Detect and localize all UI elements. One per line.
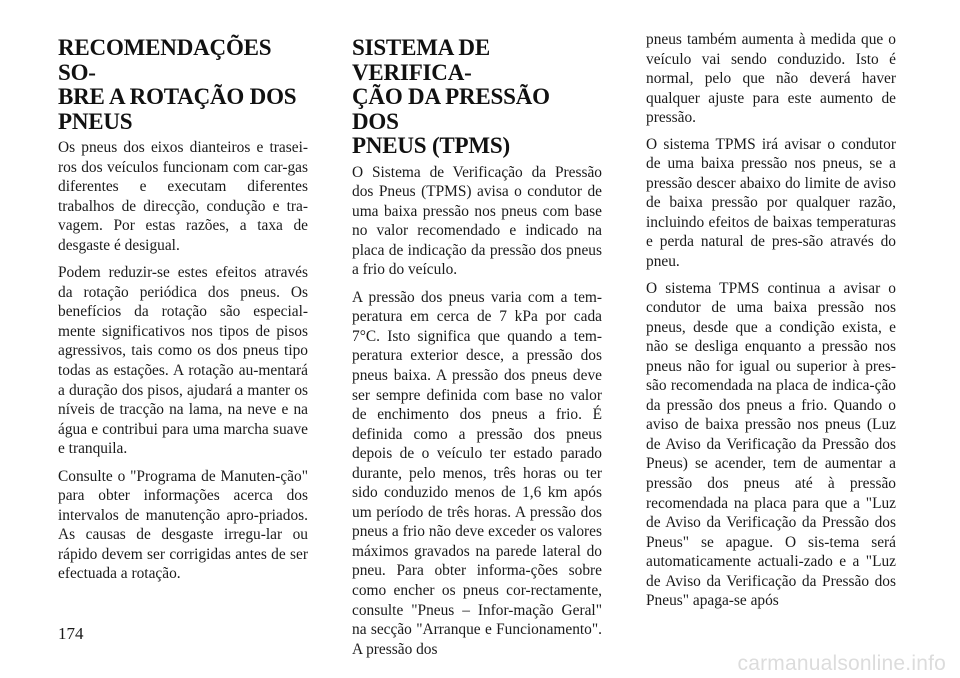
- section-title-tire-rotation: RECOMENDAÇÕES SO- BRE A ROTAÇÃO DOS PNEUS: [58, 35, 297, 134]
- column-left: [58, 36, 308, 592]
- section-title-tpms: SISTEMA DE VERIFICA- ÇÃO DA PRESSÃO DOS PNEUS (TPMS): [352, 35, 550, 158]
- paragraph: A pressão dos pneus varia com a tem-peratura em cerca de 7 kPa por cada 7°C. Isto significa que quando a tem-peratura exterior desce, a pressão dos pneus baixa. A pressão dos pneus deve ser sempre definida com base no valor de enchimento dos pneus a frio. É definida como a pressão dos pneus depois de o veículo ter estado parado durante, pelo menos, três horas ou ter sido conduzido menos de 1,6 km após um período de três horas. A pressão dos pneus a frio não deve exceder os valores máximos gravados na parede lateral do pneu. Para obter informa-ções sobre como encher os pneus cor-rectamente, consulte "Pneus – Infor-mação Geral" na secção "Arranque e Funcionamento". A pressão dos: [352, 288, 602, 658]
- paragraph: Podem reduzir-se estes efeitos através da rotação periódica dos pneus. Os benefícios da rotação são especial-mente significativos nos tipos de pisos agressivos, tais como os dos pneus tipo todas as estações. A rotação au-mentará a duração dos pisos, ajudará a manter os níveis de tracção na lama, na neve e na água e contribui para uma marcha suave e tranquila.: [58, 264, 308, 458]
- paragraph: pneus também aumenta à medida que o veículo vai sendo conduzido. Isto é normal, pelo que não deverá haver qualquer ajuste para este aumento de pressão.: [646, 31, 896, 127]
- column-right: [646, 30, 896, 618]
- paragraph: Consulte o "Programa de Manuten-ção" para obter informações acerca dos intervalos de manutenção apro-priados. As causas de desgaste irregu-lar ou rápido devem ser corrigidas antes de ser efectuada a rotação.: [58, 467, 308, 583]
- paragraph: Os pneus dos eixos dianteiros e trasei-ros dos veículos funcionam com car-gas diferentes e executam diferentes trabalhos de direcção, condução e tra-vagem. Por estas razões, a taxa de desgaste é desigual.: [58, 139, 308, 254]
- paragraph: O sistema TPMS irá avisar o condutor de uma baixa pressão nos pneus, se a pressão descer abaixo do limite de aviso de baixa pressão por qualquer razão, incluindo efeitos de baixas temperaturas e perda natural de pres-são através do pneu.: [646, 135, 896, 271]
- paragraph: O sistema TPMS continua a avisar o condutor de uma baixa pressão nos pneus, desde que a condição exista, e não se desliga enquanto a pressão nos pneus não for igual ou superior à pres-são recomendada na placa de indica-ção da pressão dos pneus a frio. Quando o aviso de baixa pressão nos pneus (Luz de Aviso da Verificação da Pressão dos Pneus) se acender, tem de aumentar a pressão dos pneus até à pressão recomendada na placa para que a "Luz de Aviso da Verificação da Pressão dos Pneus" se apague. O sis-tema será automaticamente actuali-zado e a "Luz de Aviso da Verificação da Pressão dos Pneus" apaga-se após: [646, 279, 896, 610]
- page-number: 174: [58, 624, 84, 643]
- watermark: carmanualsonline.info: [737, 652, 946, 675]
- column-middle: [352, 36, 602, 667]
- paragraph: O Sistema de Verificação da Pressão dos Pneus (TPMS) avisa o condutor de uma baixa pressão nos pneus com base no valor recomendado e indicado na placa de indicação da pressão dos pneus a frio do veículo.: [352, 163, 602, 279]
